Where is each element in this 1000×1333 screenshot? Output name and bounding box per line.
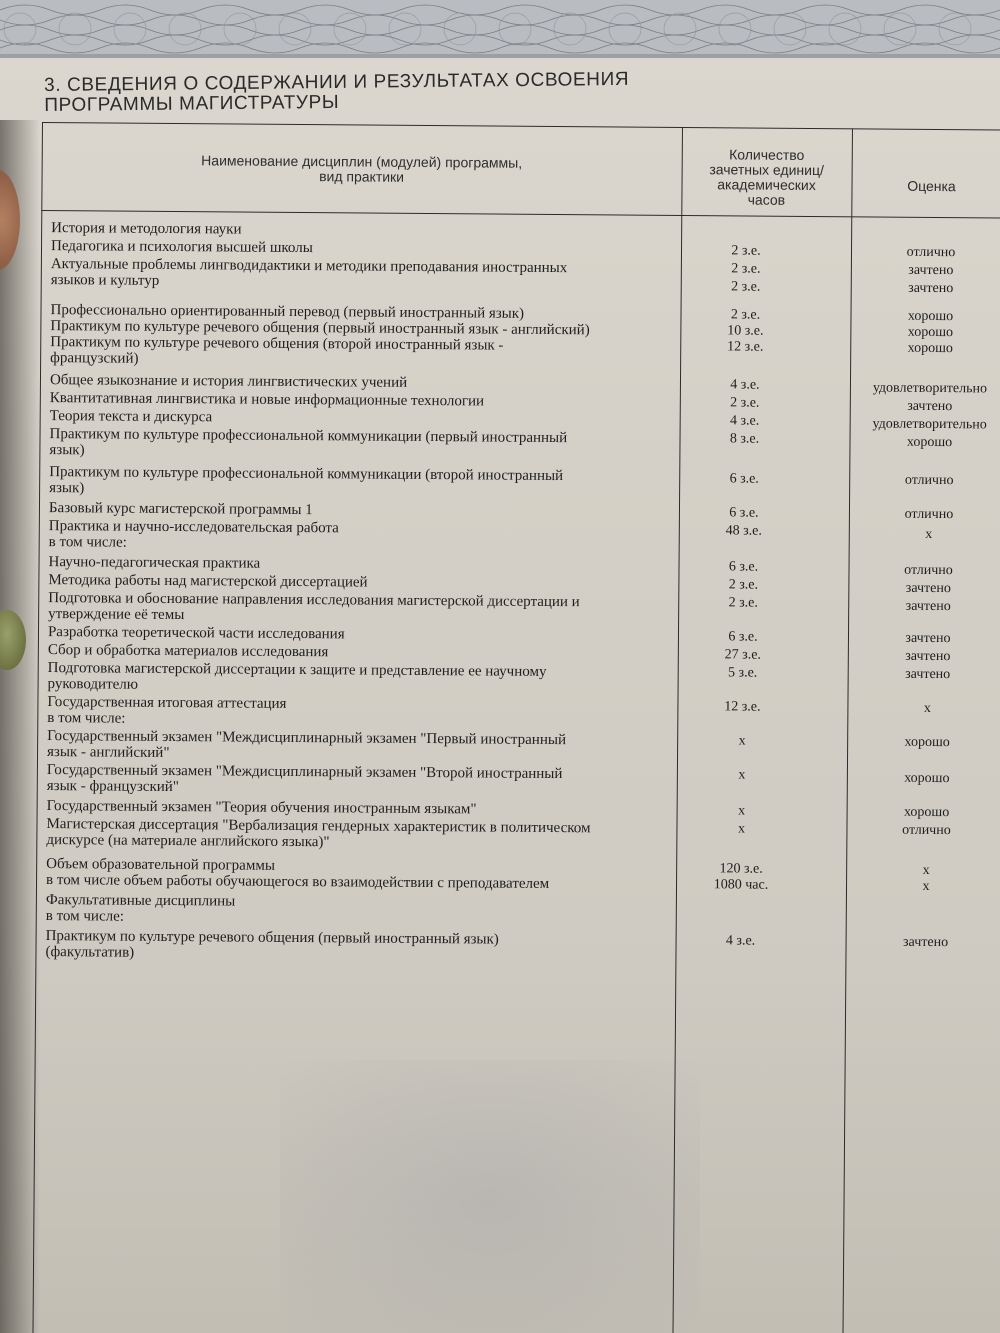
discipline-name-line: дискурсе (на материале английского языка)": [46, 832, 330, 851]
table-row: [36, 856, 1000, 878]
credits-cell: 6 з.е.: [728, 559, 759, 575]
table-header-border: [41, 210, 1000, 219]
credits-cell: [686, 897, 796, 898]
discipline-name: [46, 872, 636, 893]
grade-cell: хорошо: [907, 340, 953, 357]
header-credits-line: зачетных единиц/: [709, 161, 824, 179]
grade-cell: удовлетворительно: [872, 380, 988, 397]
discipline-name: [50, 408, 640, 429]
credits-cell: 12 з.е.: [727, 339, 764, 355]
credits-cell: 2 з.е.: [731, 279, 761, 295]
credits-cell: 27 з.е.: [724, 647, 762, 663]
credits-cell: 2 з.е.: [728, 595, 758, 611]
credits-cell: 6 з.е.: [729, 505, 759, 521]
grade-cell: хорошо: [906, 434, 953, 451]
discipline-name-line: в том числе:: [45, 908, 125, 925]
discipline-name: [48, 590, 638, 627]
credits-cell: 2 з.е.: [730, 307, 761, 323]
table-row: [37, 798, 1000, 821]
discipline-name-line: Базовый курс магистерской программы 1: [48, 500, 313, 519]
table-row: [41, 302, 1000, 325]
discipline-name-line: руководителю: [47, 676, 139, 693]
discipline-name-line: Подготовка магистерской диссертации к защите и представление ее научному: [47, 660, 547, 680]
credits-cell: 6 з.е.: [729, 471, 759, 487]
discipline-name-line: Магистерская диссертация "Вербализация гендерных характеристик в политическом: [46, 816, 591, 837]
discipline-name-line: Практикум по культуре профессиональной коммуникации (первый иностранный: [49, 426, 568, 447]
grade-cell: зачтено: [908, 262, 954, 279]
credits-cell: 48 з.е.: [725, 523, 762, 539]
discipline-name: [49, 500, 639, 521]
grade-cell: зачтено: [905, 598, 951, 615]
grade-cell: отлично: [904, 506, 954, 523]
discipline-name: [46, 892, 636, 929]
discipline-name: [49, 518, 639, 555]
discipline-name-line: Факультативные дисциплины: [45, 892, 236, 910]
grade-cell: зачтено: [907, 398, 953, 415]
discipline-name-line: Разработка теоретической части исследования: [47, 624, 345, 643]
credits-cell: 120 з.е.: [719, 861, 763, 877]
discipline-name-line: язык): [49, 442, 85, 459]
discipline-name: [48, 642, 638, 663]
discipline-name-line: Теория текста и дискурса: [49, 408, 213, 426]
discipline-name-line: Методика работы над магистерской диссертацией: [48, 572, 368, 591]
credits-cell: 12 з.е.: [724, 699, 761, 715]
header-grade: [856, 178, 1000, 194]
discipline-name: [47, 798, 637, 819]
discipline-name-line: Педагогика и психология высшей школы: [50, 238, 313, 257]
grade-cell: зачтено: [902, 934, 949, 951]
discipline-name-line: Государственная итоговая аттестация: [47, 694, 287, 712]
discipline-name-line: Государственный экзамен "Междисциплинарный экзамен "Второй иностранный: [46, 762, 563, 783]
table-row: [40, 372, 1000, 397]
discipline-name: [50, 334, 640, 371]
discipline-name: [46, 816, 636, 853]
discipline-name-line: утверждение её темы: [48, 606, 185, 624]
discipline-name: [50, 390, 640, 411]
discipline-name-line: Профессионально ориентированный перевод (первый иностранный язык): [50, 302, 525, 322]
grade-cell: х: [922, 878, 930, 894]
discipline-name-line: Объем образовательной программы: [46, 856, 276, 874]
credits-cell: 4 з.е.: [729, 413, 760, 429]
grade-cell: х: [922, 862, 930, 878]
discipline-name-line: Сбор и обработка материалов исследования: [47, 642, 329, 661]
credits-cell: 4 з.е.: [725, 933, 756, 949]
discipline-name-line: Государственный экзамен "Междисциплинарный экзамен "Первый иностранный: [47, 728, 567, 749]
credits-cell: х: [738, 733, 746, 749]
discipline-name: [49, 464, 639, 501]
guilloche-border: [0, 0, 1000, 58]
grade-cell: [851, 898, 1000, 899]
header-discipline-line: Наименование дисциплин (модулей) программы,: [201, 152, 523, 171]
credits-cell: 2 з.е.: [730, 395, 760, 411]
discipline-name-line: Практикум по культуре речевого общения (первый иностранный язык): [45, 928, 499, 948]
table-top-border: [42, 122, 1000, 131]
discipline-name: [48, 572, 638, 593]
discipline-name: [51, 220, 641, 241]
credits-cell: 2 з.е.: [731, 243, 761, 259]
discipline-name: [50, 372, 640, 393]
discipline-name: [48, 554, 638, 575]
grade-cell: хорошо: [907, 324, 954, 341]
grade-cell: удовлетворительно: [872, 416, 987, 433]
grade-cell: отлично: [904, 472, 954, 489]
discipline-name: [48, 660, 638, 697]
header-discipline-line: вид практики: [319, 168, 405, 185]
credits-cell: 6 з.е.: [728, 629, 758, 645]
grade-cell: [856, 226, 1000, 227]
grade-cell: отлично: [902, 822, 951, 839]
header-discipline: [102, 152, 622, 186]
grade-cell: отлично: [906, 244, 956, 261]
grade-cell: хорошо: [904, 734, 950, 751]
table-divider-2: [842, 128, 853, 1333]
discipline-name-line: Актуальные проблемы лингводидактики и методики преподавания иностранных: [50, 256, 568, 277]
grade-cell: зачтено: [908, 280, 954, 297]
discipline-name-line: Квантитативная лингвистика и новые информационные технологии: [49, 390, 485, 410]
discipline-name-line: французский): [50, 350, 139, 367]
grade-cell: зачтено: [905, 580, 951, 597]
discipline-name: [47, 762, 637, 799]
discipline-name-line: Государственный экзамен "Теория обучения иностранным языкам": [46, 798, 477, 818]
discipline-name-line: Практика и научно-исследовательская работа: [48, 518, 339, 537]
discipline-name-line: Практикум по культуре профессиональной коммуникации (второй иностранный: [49, 464, 564, 485]
credits-cell: 5 з.е.: [728, 665, 758, 681]
discipline-name-line: язык - английский": [46, 744, 170, 762]
discipline-name: [47, 694, 637, 731]
discipline-name-line: Практикум по культуре речевого общения (первый иностранный язык - английский): [50, 318, 590, 339]
grade-cell: хорошо: [904, 770, 950, 787]
grade-cell: зачтено: [905, 666, 951, 683]
discipline-name-line: в том числе:: [47, 710, 126, 727]
discipline-name-line: языков и культур: [50, 272, 160, 289]
grade-cell: хорошо: [907, 308, 954, 325]
credits-cell: 4 з.е.: [730, 377, 760, 393]
header-credits-line: часов: [747, 191, 786, 208]
table-row: [36, 928, 1000, 961]
discipline-name-line: Общее языкознание и история лингвистических учений: [49, 372, 408, 391]
credits-cell: 2 з.е.: [728, 577, 759, 593]
discipline-name-line: в том числе:: [48, 534, 127, 551]
discipline-name: [45, 928, 635, 965]
credits-cell: 2 з.е.: [731, 261, 761, 277]
header-credits-line: академических: [717, 176, 816, 194]
grade-cell: зачтено: [905, 630, 951, 647]
grade-cell: х: [925, 526, 933, 543]
discipline-name-line: Практикум по культуре речевого общения (второй иностранный язык -: [50, 334, 504, 354]
credits-cell: х: [738, 767, 746, 783]
discipline-name-line: История и методология науки: [51, 220, 242, 238]
header-grade-label: Оценка: [907, 177, 956, 195]
header-credits: [686, 147, 846, 208]
grade-cell: хорошо: [903, 804, 950, 821]
discipline-name-line: язык - французский": [46, 778, 180, 796]
table-row: [39, 554, 1000, 579]
credits-cell: х: [738, 803, 746, 819]
discipline-name-line: Подготовка и обоснование направления исследования магистерской диссертации и: [48, 590, 580, 611]
discipline-name-line: Научно-педагогическая практика: [48, 554, 261, 572]
section-title-line-1: 3. СВЕДЕНИЯ О СОДЕРЖАНИИ И РЕЗУЛЬТАТАХ ОСВОЕНИЯ: [43, 68, 630, 96]
section-title-line-2: ПРОГРАММЫ МАГИСТРАТУРЫ: [44, 91, 340, 116]
discipline-name: [49, 426, 639, 463]
credits-cell: 1080 час.: [713, 877, 769, 893]
table-row: [41, 220, 1000, 238]
discipline-name-line: в том числе объем работы обучающегося во взаимодействии с преподавателем: [45, 872, 550, 893]
discipline-name: [48, 624, 638, 645]
discipline-name: [51, 238, 641, 259]
grade-cell: зачтено: [905, 648, 951, 665]
table-row: [39, 464, 1000, 497]
discipline-name: [47, 728, 637, 765]
grade-cell: х: [923, 700, 931, 716]
table-row: [39, 500, 1000, 523]
section-title: [44, 70, 664, 116]
grade-cell: отлично: [904, 562, 953, 579]
credits-cell: 8 з.е.: [729, 431, 760, 447]
credits-cell: [691, 225, 801, 226]
discipline-name-line: язык): [49, 480, 85, 497]
discipline-name-line: (факультатив): [45, 944, 135, 961]
discipline-name: [51, 256, 641, 293]
credits-cell: 10 з.е.: [727, 323, 764, 339]
table-divider-1: [672, 127, 683, 1333]
disciplines-table: [32, 122, 1000, 1333]
credits-cell: х: [737, 821, 746, 837]
header-credits-line: Количество: [729, 146, 805, 163]
